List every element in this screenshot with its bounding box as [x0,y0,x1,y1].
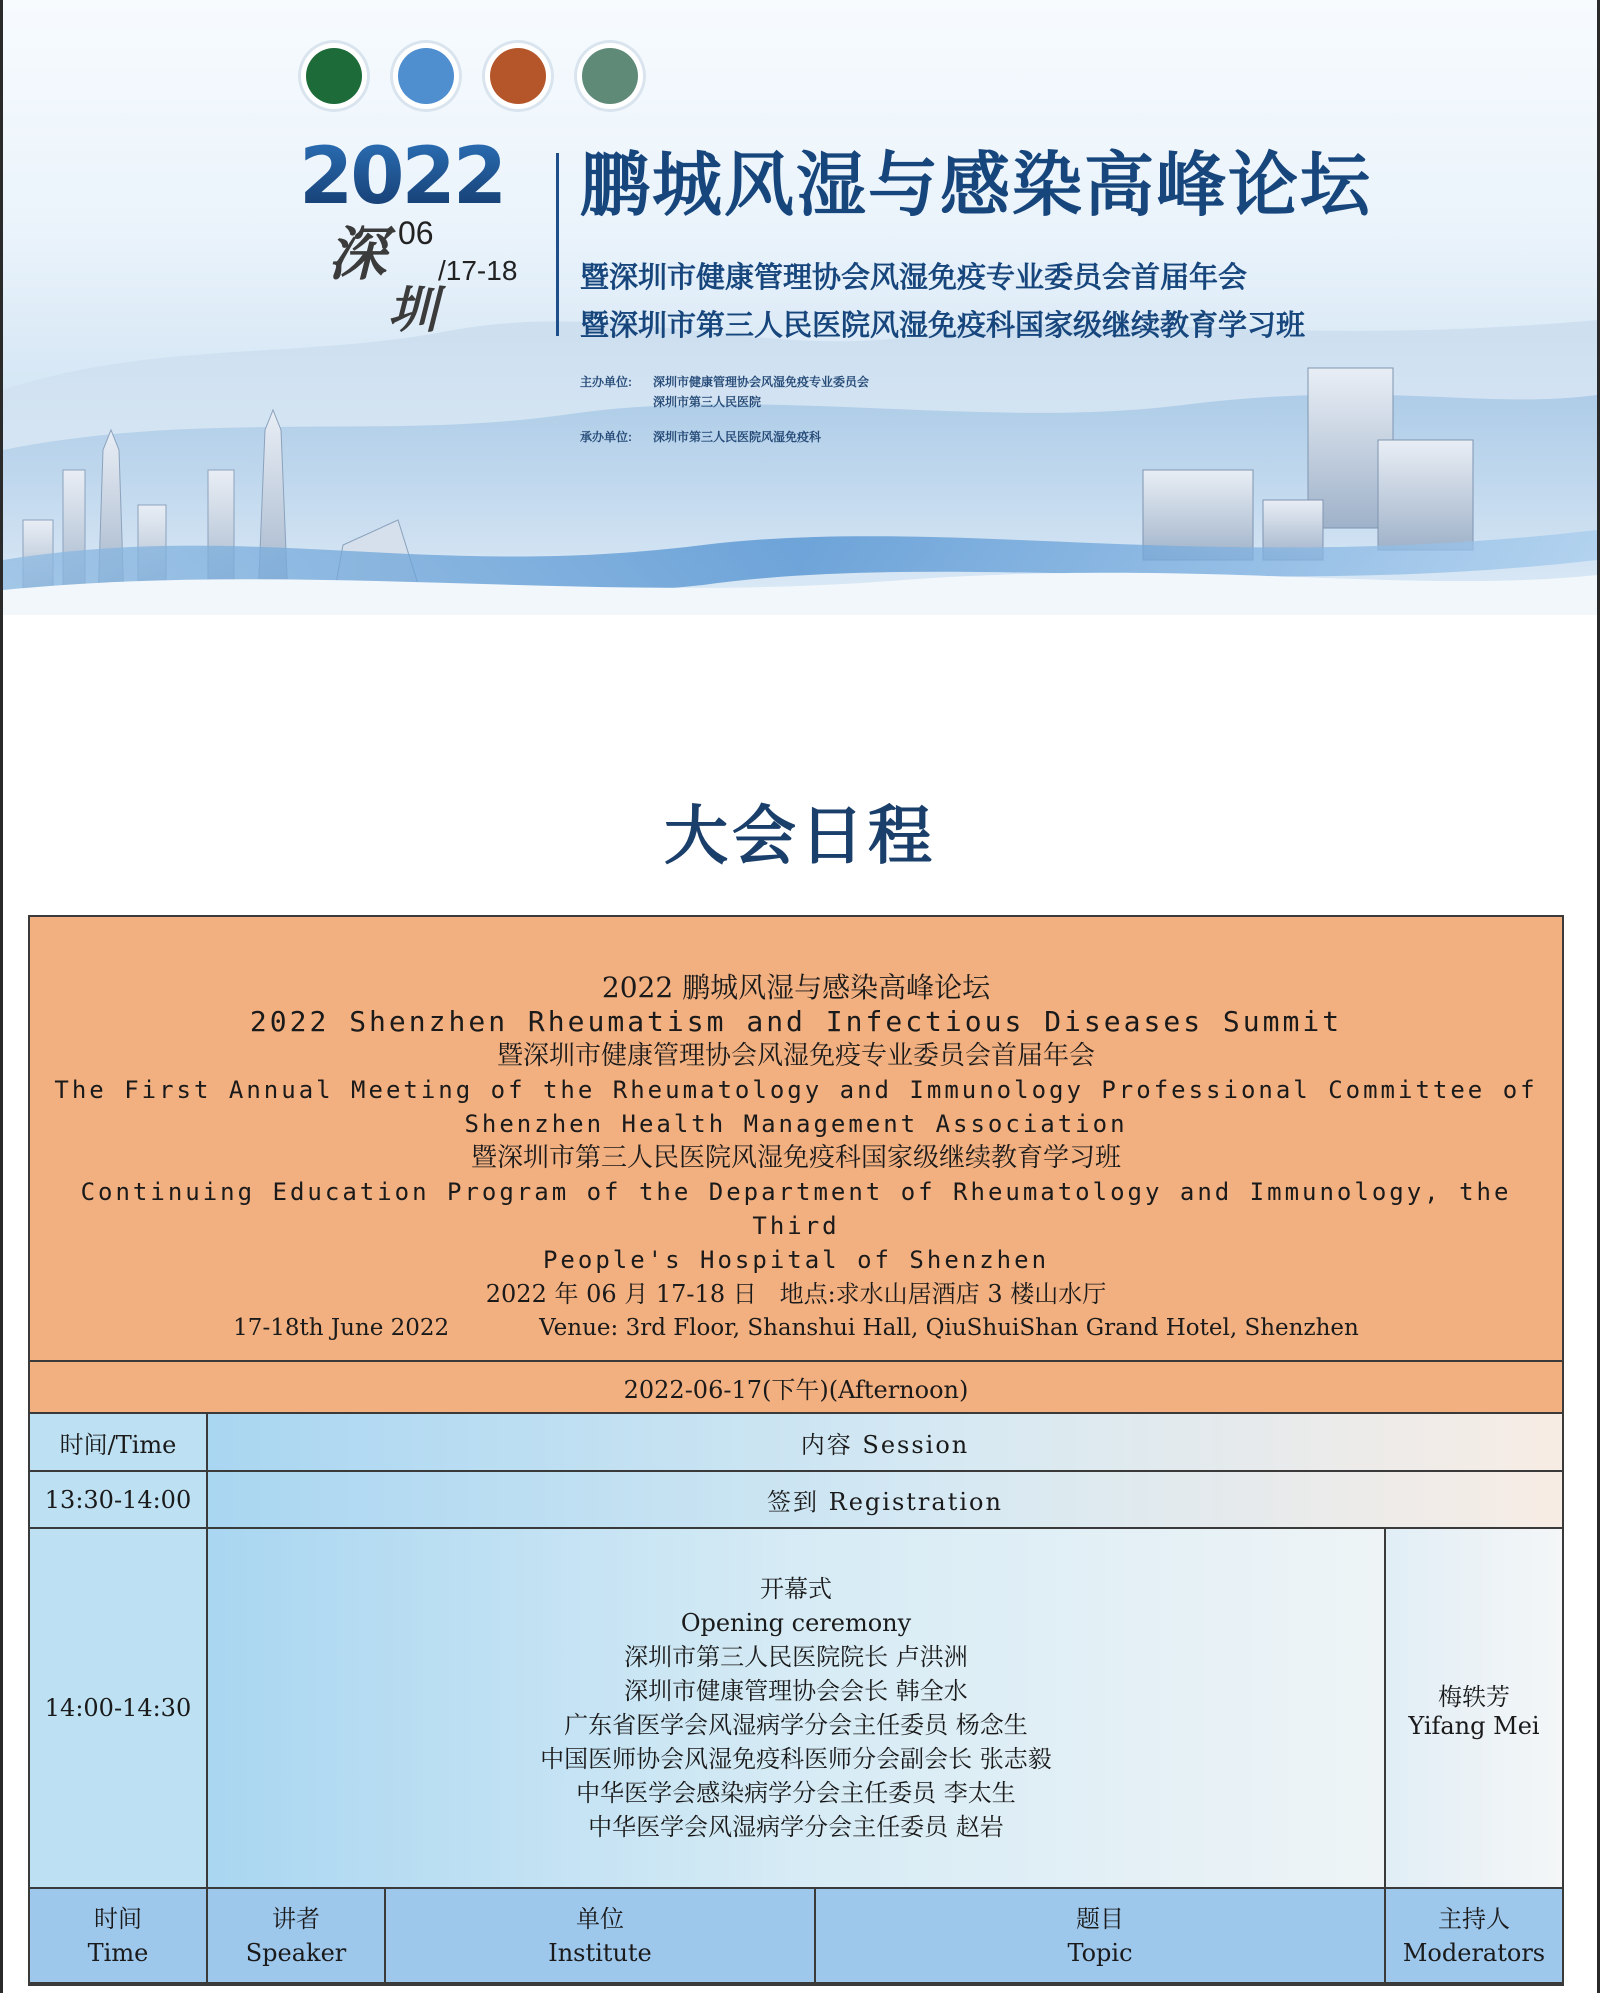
th-speaker-cn: 讲者 [272,1904,320,1933]
opening-row [30,1529,1562,1889]
logo-third-hospital [482,40,554,112]
th-speaker [208,1889,386,1982]
header-cn-meeting: 暨深圳市健康管理协会风湿免疫专业委员会首届年会 [496,1041,1095,1071]
moderator-cn: 梅轶芳 [1438,1682,1510,1711]
banner-city-char-1: 深 [328,220,387,288]
logo-health-association [298,40,370,112]
schedule-header [30,917,1562,1362]
opening-time: 14:00-14:30 [30,1529,208,1887]
header-en-venue: Venue: 3rd Floor, Shanshui Hall, QiuShuiShan Grand Hotel, Shenzhen [539,1315,1359,1341]
schedule-table [28,915,1564,1986]
day-label-row: 2022-06-17(下午)(Afternoon) [30,1362,1562,1414]
th-institute-cn: 单位 [576,1904,624,1933]
banner-subtitle-2: 暨深圳市第三人民医院风湿免疫科国家级继续教育学习班 [580,310,1306,342]
th-time-en: Time [87,1938,149,1967]
opening-line: 中华医学会感染病学分会主任委员 李太生 [576,1779,1016,1807]
header-cn-date-venue: 2022 年 06 月 17-18 日 地点:求水山居酒店 3 楼山水厅 [485,1280,1107,1308]
logo-medical-cross [390,40,462,112]
header-cn-title: 2022 鹏城风湿与感染高峰论坛 [601,971,991,1004]
logo-rheumatology-dept [574,40,646,112]
column-header-row [30,1414,1562,1472]
host-1: 深圳市健康管理协会风湿免疫专业委员会 [653,375,870,389]
banner-date-days: /17-18 [438,255,518,286]
organizer-label: 承办单位: [580,430,632,444]
th-time [30,1889,208,1982]
header-en-date-venue [30,1311,1562,1345]
organizer-logos [298,40,646,112]
opening-line: 开幕式 [760,1575,832,1603]
agenda-heading: 大会日程 [664,800,936,872]
opening-line: 中华医学会风湿病学分会主任委员 赵岩 [588,1813,1004,1841]
opening-line: 中国医师协会风湿免疫科医师分会副会长 张志毅 [540,1745,1052,1773]
banner-divider [556,153,559,336]
organizer-1: 深圳市第三人民医院风湿免疫科 [653,430,822,444]
opening-ceremony-content [208,1529,1386,1887]
opening-line: Opening ceremony [680,1609,912,1637]
host-label: 主办单位: [580,375,632,389]
opening-line: 深圳市第三人民医院院长 卢洪洲 [624,1643,968,1671]
header-en-meeting-1: The First Annual Meeting of the Rheumatology and Immunology Professional Committee of [54,1076,1538,1104]
header-en-meeting-2: Shenzhen Health Management Association [464,1110,1128,1138]
th-topic-en: Topic [1067,1938,1133,1967]
opening-line: 深圳市健康管理协会会长 韩全水 [624,1677,968,1705]
banner-date-month: 06 [398,215,434,251]
th-moderators-cn: 主持人 [1438,1904,1510,1933]
col-session-header: 内容 Session [208,1414,1562,1470]
banner-year: 2022 [299,132,505,222]
host-2: 深圳市第三人民医院 [653,395,762,409]
banner-city-char-2: 圳 [388,280,438,339]
event-banner [3,0,1597,615]
th-institute-en: Institute [548,1938,652,1967]
registration-time: 13:30-14:00 [30,1472,208,1527]
th-institute [386,1889,816,1982]
banner-title: 鹏城风湿与感染高峰论坛 [580,146,1372,224]
th-moderators [1386,1889,1562,1982]
header-en-title: 2022 Shenzhen Rheumatism and Infectious Diseases Summit [249,1005,1343,1038]
header-en-program-2: People's Hospital of Shenzhen [542,1246,1050,1274]
header-en-date: 17-18th June 2022 [233,1315,450,1341]
th-topic [816,1889,1386,1982]
banner-subtitle-1: 暨深圳市健康管理协会风湿免疫专业委员会首届年会 [580,262,1248,294]
th-speaker-en: Speaker [245,1938,347,1967]
registration-row [30,1472,1562,1529]
moderator-en: Yifang Mei [1408,1711,1540,1740]
th-moderators-en: Moderators [1402,1938,1546,1967]
session-table-header [30,1889,1562,1984]
header-cn-program: 暨深圳市第三人民医院风湿免疫科国家级继续教育学习班 [470,1143,1121,1173]
header-en-program-1: Continuing Education Program of the Department of Rheumatology and Immunology, the Third [80,1178,1512,1240]
th-time-cn: 时间 [94,1904,142,1933]
col-time-header: 时间/Time [30,1414,208,1470]
th-topic-cn: 题目 [1076,1904,1124,1933]
opening-moderator [1386,1529,1562,1887]
opening-line: 广东省医学会风湿病学分会主任委员 杨念生 [564,1711,1028,1739]
registration-session: 签到 Registration [208,1472,1562,1527]
